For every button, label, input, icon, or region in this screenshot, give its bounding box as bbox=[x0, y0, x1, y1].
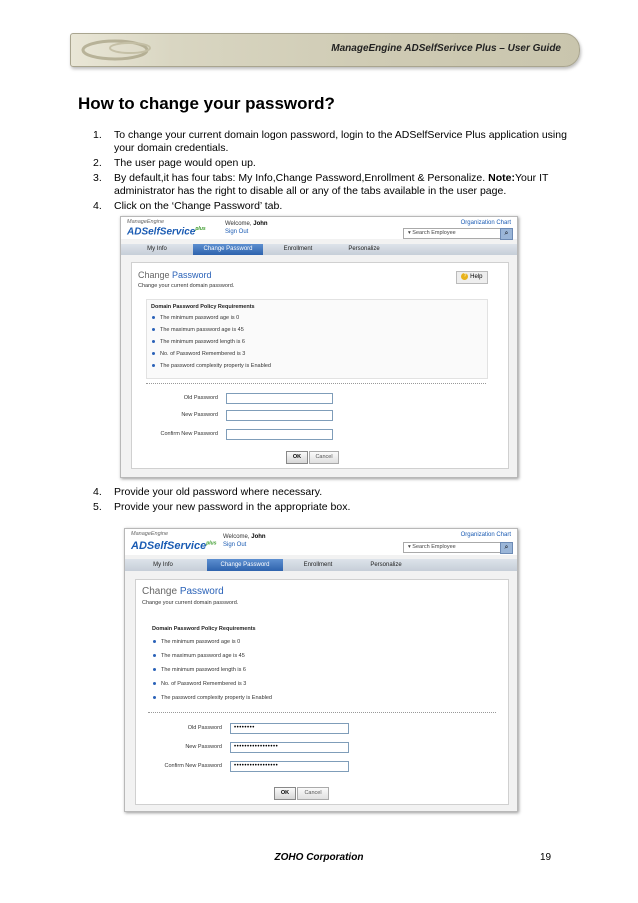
tab-change-password[interactable]: Change Password bbox=[207, 559, 283, 571]
list-item: 4. Click on the ‘Change Password’ tab. bbox=[93, 200, 283, 212]
new-password-label: New Password bbox=[181, 412, 218, 418]
sign-out-link[interactable]: Sign Out bbox=[225, 229, 249, 235]
panel-title: Change Password bbox=[138, 270, 212, 280]
search-icon[interactable]: ⌕ bbox=[500, 228, 513, 240]
confirm-password-input[interactable] bbox=[226, 429, 333, 440]
help-icon: ? bbox=[461, 273, 468, 280]
new-password-label: New Password bbox=[185, 744, 222, 750]
sign-out-link[interactable]: Sign Out bbox=[223, 542, 247, 548]
search-input[interactable]: ▾ Search Employee bbox=[403, 228, 501, 239]
panel-title: Change Password bbox=[142, 586, 224, 597]
old-password-input[interactable] bbox=[226, 393, 333, 404]
tab-bar bbox=[121, 244, 517, 255]
list-item: The minimum password length is 6 bbox=[152, 339, 245, 345]
list-item: The minimum password length is 6 bbox=[153, 667, 246, 673]
list-item: The minimum password age is 0 bbox=[153, 639, 240, 645]
list-item: The password complexity property is Enabled bbox=[152, 363, 271, 369]
steps-list-top bbox=[93, 129, 573, 215]
header-bar bbox=[70, 33, 580, 67]
tab-my-info[interactable]: My Info bbox=[153, 562, 173, 568]
app-logo: ADSelfService$^{plus}$ bbox=[127, 226, 206, 238]
org-chart-link[interactable]: Organization Chart bbox=[460, 220, 511, 226]
ok-button[interactable]: OK bbox=[286, 451, 308, 464]
help-button[interactable]: ? Help bbox=[456, 271, 488, 284]
policy-box bbox=[146, 299, 488, 379]
list-item: 2. The user page would open up. bbox=[93, 157, 256, 169]
tab-personalize[interactable]: Personalize bbox=[348, 246, 380, 252]
list-item: No. of Password Remembered is 3 bbox=[152, 351, 245, 357]
app-logo: ADSelfService$^{plus}$ bbox=[131, 540, 217, 552]
list-item: 1. To change your current domain logon password, login to the ADSelfService Plus application using your domain credentials. bbox=[93, 129, 567, 154]
page-number: 19 bbox=[540, 852, 552, 863]
list-item: 5. Provide your new password in the appropriate box. bbox=[93, 501, 351, 513]
tab-my-info[interactable]: My Info bbox=[147, 246, 167, 252]
confirm-password-label: Confirm New Password bbox=[164, 763, 222, 769]
tab-change-password[interactable]: Change Password bbox=[193, 244, 263, 255]
policy-heading: Domain Password Policy Requirements bbox=[151, 304, 255, 310]
cancel-button[interactable]: Cancel bbox=[309, 451, 339, 464]
welcome-text: Welcome, John bbox=[225, 221, 268, 227]
logo-small: ManageEngine bbox=[131, 531, 169, 537]
policy-box bbox=[148, 622, 496, 706]
ok-button[interactable]: OK bbox=[274, 787, 296, 800]
steps-list-bottom bbox=[93, 486, 573, 516]
old-password-label: Old Password bbox=[183, 395, 218, 401]
tab-personalize[interactable]: Personalize bbox=[370, 562, 402, 568]
list-item: The password complexity property is Enabled bbox=[153, 695, 272, 701]
list-item: 4. Provide your old password where necessary. bbox=[93, 486, 323, 498]
list-item: The minimum password age is 0 bbox=[152, 315, 239, 321]
screenshot-change-password-empty bbox=[120, 216, 518, 478]
tab-enrollment[interactable]: Enrollment bbox=[303, 562, 333, 568]
change-password-panel bbox=[135, 579, 509, 805]
confirm-password-input[interactable]: ••••••••••••••••• bbox=[230, 761, 349, 772]
old-password-label: Old Password bbox=[187, 725, 222, 731]
logo-small: ManageEngine bbox=[127, 219, 165, 225]
list-item: No. of Password Remembered is 3 bbox=[153, 681, 246, 687]
org-chart-link[interactable]: Organization Chart bbox=[460, 532, 511, 538]
decorative-swirl-icon bbox=[75, 36, 185, 63]
panel-subtitle: Change your current domain password. bbox=[142, 600, 239, 606]
search-icon[interactable]: ⌕ bbox=[500, 542, 513, 554]
page-heading: How to change your password? bbox=[78, 94, 335, 113]
policy-heading: Domain Password Policy Requirements bbox=[152, 626, 256, 632]
tab-enrollment[interactable]: Enrollment bbox=[283, 246, 313, 252]
change-password-panel bbox=[131, 262, 509, 469]
welcome-text: Welcome, John bbox=[223, 534, 266, 540]
confirm-password-label: Confirm New Password bbox=[160, 431, 218, 437]
tab-bar bbox=[125, 559, 517, 571]
old-password-input[interactable]: •••••••• bbox=[230, 723, 349, 734]
list-item: The maximum password age is 45 bbox=[152, 327, 244, 333]
divider bbox=[146, 383, 486, 384]
document-header-title: ManageEngine ADSelfSerivce Plus – User Guide bbox=[331, 43, 561, 54]
panel-subtitle: Change your current domain password. bbox=[138, 283, 235, 289]
new-password-input[interactable]: ••••••••••••••••• bbox=[230, 742, 349, 753]
search-input[interactable]: ▾ Search Employee bbox=[403, 542, 501, 553]
list-item: 3. By default,it has four tabs: My Info,Change Password,Enrollment & Personalize. Note:Your IT administrator has the right to disable all or any of the tabs available in the user page. bbox=[93, 172, 549, 197]
new-password-input[interactable] bbox=[226, 410, 333, 421]
cancel-button[interactable]: Cancel bbox=[297, 787, 329, 800]
footer-company: ZOHO Corporation bbox=[274, 852, 364, 863]
list-item: The maximum password age is 45 bbox=[153, 653, 245, 659]
divider bbox=[148, 712, 496, 713]
screenshot-change-password-filled bbox=[124, 528, 518, 812]
